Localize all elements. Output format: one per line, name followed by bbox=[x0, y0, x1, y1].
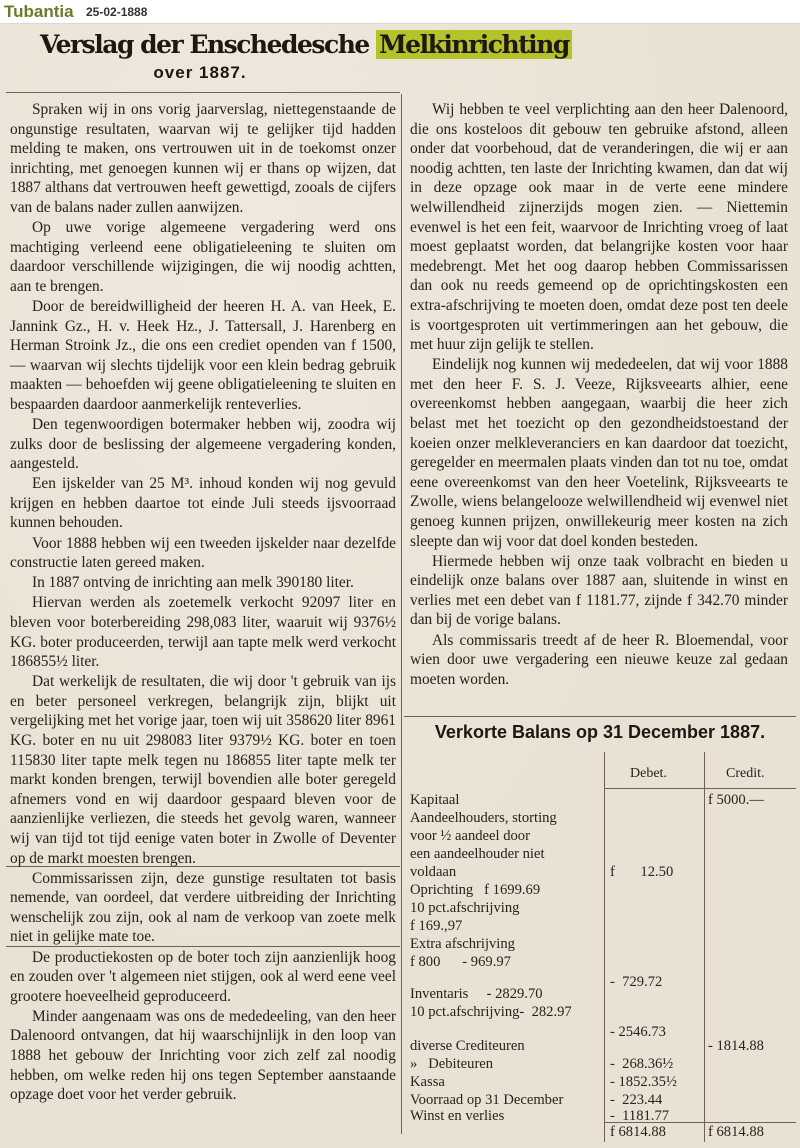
balance-row-label: Extra afschrijving bbox=[410, 936, 515, 952]
balance-debet-value: - 1181.77 bbox=[610, 1108, 670, 1124]
balance-table bbox=[404, 752, 796, 1142]
balance-row-label: Kassa bbox=[410, 1074, 445, 1090]
article-title bbox=[40, 30, 569, 59]
balance-row-label: Inventaris - 2829.70 bbox=[410, 986, 543, 1002]
credit-header: Credit. bbox=[726, 766, 765, 781]
balance-row-label: een aandeelhouder niet bbox=[410, 846, 545, 862]
table-header-rule bbox=[604, 788, 796, 789]
search-highlight: Melkinrichting bbox=[376, 30, 572, 59]
article-paragraph: Eindelijk nog kunnen wij mededeelen, dat wij voor 1888 met den heer F. S. J. Veeze, Rijksveearts alhier, eene overeenkomst hebben aangegaan, waarbij die heer zich belast met het toezicht op den gezondheidstoestand der koeien onzer melkleveranciers en kan daardoor dat toezicht, geregelder en meermalen plaats vinden dan tot nu toe, omdat eene overeenkomst van den heer Voetelink, Rijksveearts te Zwolle, wiens belangelooze welwillendheid wij evenwel niet genoeg kunnen prijzen, onwillekeurig meer kosten na zich sleepte dan wij voor dat doel konden besteden. bbox=[410, 356, 788, 550]
balance-row-label: Oprichting f 1699.69 bbox=[410, 882, 541, 898]
article-paragraph: Door de bereidwilligheid der heeren H. A. van Heek, E. Jannink Gz., H. v. Heek Hz., J. Tattersall, J. Harenberg en Herman Stroink Jz., die ons een crediet openden van f 1500, — waarvan wij slechts tijdelijk voor een klein bedrag gebruik maakten — behoefden wij geene obligatieleening te sluiten en bespaarden daardoor aanmerkelijk renteverlies. bbox=[10, 297, 396, 413]
balance-title: Verkorte Balans op 31 December 1887. bbox=[434, 722, 766, 742]
publication-date: 25-02-1888 bbox=[86, 5, 148, 19]
balance-debet-value: - 268.36½ bbox=[610, 1056, 674, 1072]
balance-credit-value: - 1814.88 bbox=[708, 1038, 764, 1054]
article-paragraph: Hiervan werden als zoetemelk verkocht 92097 liter en bleven voor boterbereiding 298,083 liter, waaruit wij 9376½ KG. boter produceerden, terwijl aan tapte melk werd verkocht 186855½ liter. bbox=[10, 594, 396, 671]
balance-row-label: Voorraad op 31 December bbox=[410, 1092, 564, 1108]
balance-row-label: 10 pct.afschrijving bbox=[410, 900, 520, 916]
article-paragraph: Een ijskelder van 25 M³. inhoud konden wij nog gevuld krijgen en hebben daartoe tot einde Juli steeds ijsvoorraad kunnen behouden. bbox=[10, 475, 396, 532]
balance-credit-value: f 5000.— bbox=[708, 792, 764, 808]
balance-row-label: voldaan bbox=[410, 864, 457, 880]
source-header bbox=[0, 0, 800, 24]
article-paragraph: Dat werkelijk de resultaten, die wij door 't gebruik van ijs en beter personeel verkregen, belangrijk zijn, blijkt uit vergelijking met het vorige jaar, toen wij uit 358620 liter 8961 KG. boter en nu uit 298083 liter 9379½ KG. boter en toen 115830 liter tapte melk tegen nu 186855 liter tapte melk ter markt konden brengen, terwijl bovendien alle boter geregeld afnemers vond en wij daardoor gespaard bleven voor de aanzienlijke verliezen, die steeds het gevolg waren, wanneer wij van tijd tot tijd eenige vaten boter in Zwolle of Deventer op de markt moesten brengen. bbox=[10, 673, 396, 867]
total-credit: f 6814.88 bbox=[708, 1124, 764, 1140]
article-paragraph: Wij hebben te veel verplichting aan den heer Dalenoord, die ons kosteloos dit gebouw ten gebruike afstond, alleen onder dat voorbehoud, dat de veranderingen, die wij er aan noodig achtten, ten laste der Inrichting kwamen, dan dat wij in deze opzage ook maar in de verte eene mindere welwillendheid zijnerzijds mogen zien. — Niettemin evenwel is het een feit, waarvoor de Inrichting vroeg of laat moest geplaatst worden, dat belangrijke kosten voor haar medebrengt. Met het oog daarop hebben Commissarissen dan ook nu reeds gemeend op de oprichtingskosten een extra-afschrijving te moeten doen, omdat deze post ten deele is voortgesproten uit vertimmeringen aan het gebouw, die met huur zijn gelijk te stellen. bbox=[410, 101, 788, 354]
table-rule bbox=[604, 752, 605, 1142]
article-paragraph: Commissarissen zijn, deze gunstige resultaten tot basis nemende, van oordeel, dat verdere uitbreiding der Inrichting wenschelijk zou zijn, ook al nam de verkoop van zoete melk niet in gelijke mate toe. bbox=[10, 869, 396, 946]
right-divider bbox=[404, 716, 796, 717]
balance-row-label: Winst en verlies bbox=[410, 1108, 505, 1124]
newspaper-name: Tubantia bbox=[4, 2, 74, 21]
title-divider bbox=[6, 92, 400, 93]
column-rule bbox=[401, 94, 402, 1134]
balance-row-label: Aandeelhouders, storting bbox=[410, 810, 557, 826]
balance-debet-value: - 1852.35½ bbox=[610, 1074, 677, 1090]
balance-debet-value: - 2546.73 bbox=[610, 1024, 666, 1040]
article-paragraph: Voor 1888 hebben wij een tweeden ijskelder naar dezelfde constructie laten gereed maken. bbox=[10, 534, 396, 572]
balance-row-label: Kapitaal bbox=[410, 792, 460, 808]
balance-debet-value: - 729.72 bbox=[610, 974, 663, 990]
balance-row-label: f 800 - 969.97 bbox=[410, 954, 511, 970]
article-paragraph: De productiekosten op de boter toch zijn aanzienlijk hoog en zouden over 't algemeen niet stijgen, ook al werd eene veel grootere hoeveelheid geproduceerd. bbox=[10, 948, 396, 1005]
article-paragraph: Spraken wij in ons vorig jaarverslag, niettegenstaande de ongunstige resultaten, waarvan wij te gelijker tijd hadden melding te maken, ons vertrouwen uit in de toekomst onzer inrichting, met genoegen kunnen wij er thans op wijzen, dat 1887 althans dat vertrouwen heeft gewettigd, zooals de cijfers van de balans nader zullen aanwijzen. bbox=[10, 101, 396, 216]
article-left-column bbox=[10, 100, 396, 1105]
article-paragraph: Hiermede hebben wij onze taak volbracht en bieden u eindelijk onze balans over 1887 aan, sluitende in winst en verlies met een debet van f 1181.77, zijnde f 342.70 minder dan bij de vorige balans. bbox=[410, 552, 788, 629]
article-subtitle: over 1887. bbox=[153, 63, 247, 82]
balance-row-label: diverse Crediteuren bbox=[410, 1038, 525, 1054]
debet-header: Debet. bbox=[630, 766, 667, 781]
article-paragraph: Op uwe vorige algemeene vergadering werd ons machtiging verleend eene obligatieleening te sluiten om daardoor verschillende wijzigingen, die wij noodig achtten, aan te brengen. bbox=[10, 219, 396, 295]
total-debet: f 6814.88 bbox=[610, 1124, 666, 1140]
balance-debet-value: - 223.44 bbox=[610, 1092, 663, 1108]
article-paragraph: Als commissaris treedt af de heer R. Bloemendal, voor wien door uwe vergadering een nieuwe keuze zal gedaan moeten worden. bbox=[410, 631, 788, 688]
balance-row-label: » Debiteuren bbox=[410, 1056, 494, 1072]
balance-row-label: voor ½ aandeel door bbox=[410, 828, 530, 844]
balance-row-label: 10 pct.afschrijving- 282.97 bbox=[410, 1004, 572, 1020]
article-right-column bbox=[410, 100, 788, 690]
table-rule bbox=[704, 752, 705, 1142]
article-title-prefix: Verslag der Enschedesche bbox=[40, 30, 369, 59]
balance-debet-value: f 12.50 bbox=[610, 864, 674, 880]
article-paragraph: Minder aangenaam was ons de mededeeling, van den heer Dalenoord ontvangen, dat hij waarschijnlijk in den loop van 1888 het gebouw der Inrichting voor zich zelf zal noodig hebben, om welke reden hij ons tegen September aanstaande opzage doet voor het verder gebruik. bbox=[10, 1007, 396, 1104]
article-paragraph: Den tegenwoordigen botermaker hebben wij, zoodra wij zulks door de beslissing der algemeene vergadering konden, aangesteld. bbox=[10, 416, 396, 473]
balance-row-label: f 169.,97 bbox=[410, 918, 463, 934]
article-paragraph: In 1887 ontving de inrichting aan melk 390180 liter. bbox=[32, 574, 354, 592]
